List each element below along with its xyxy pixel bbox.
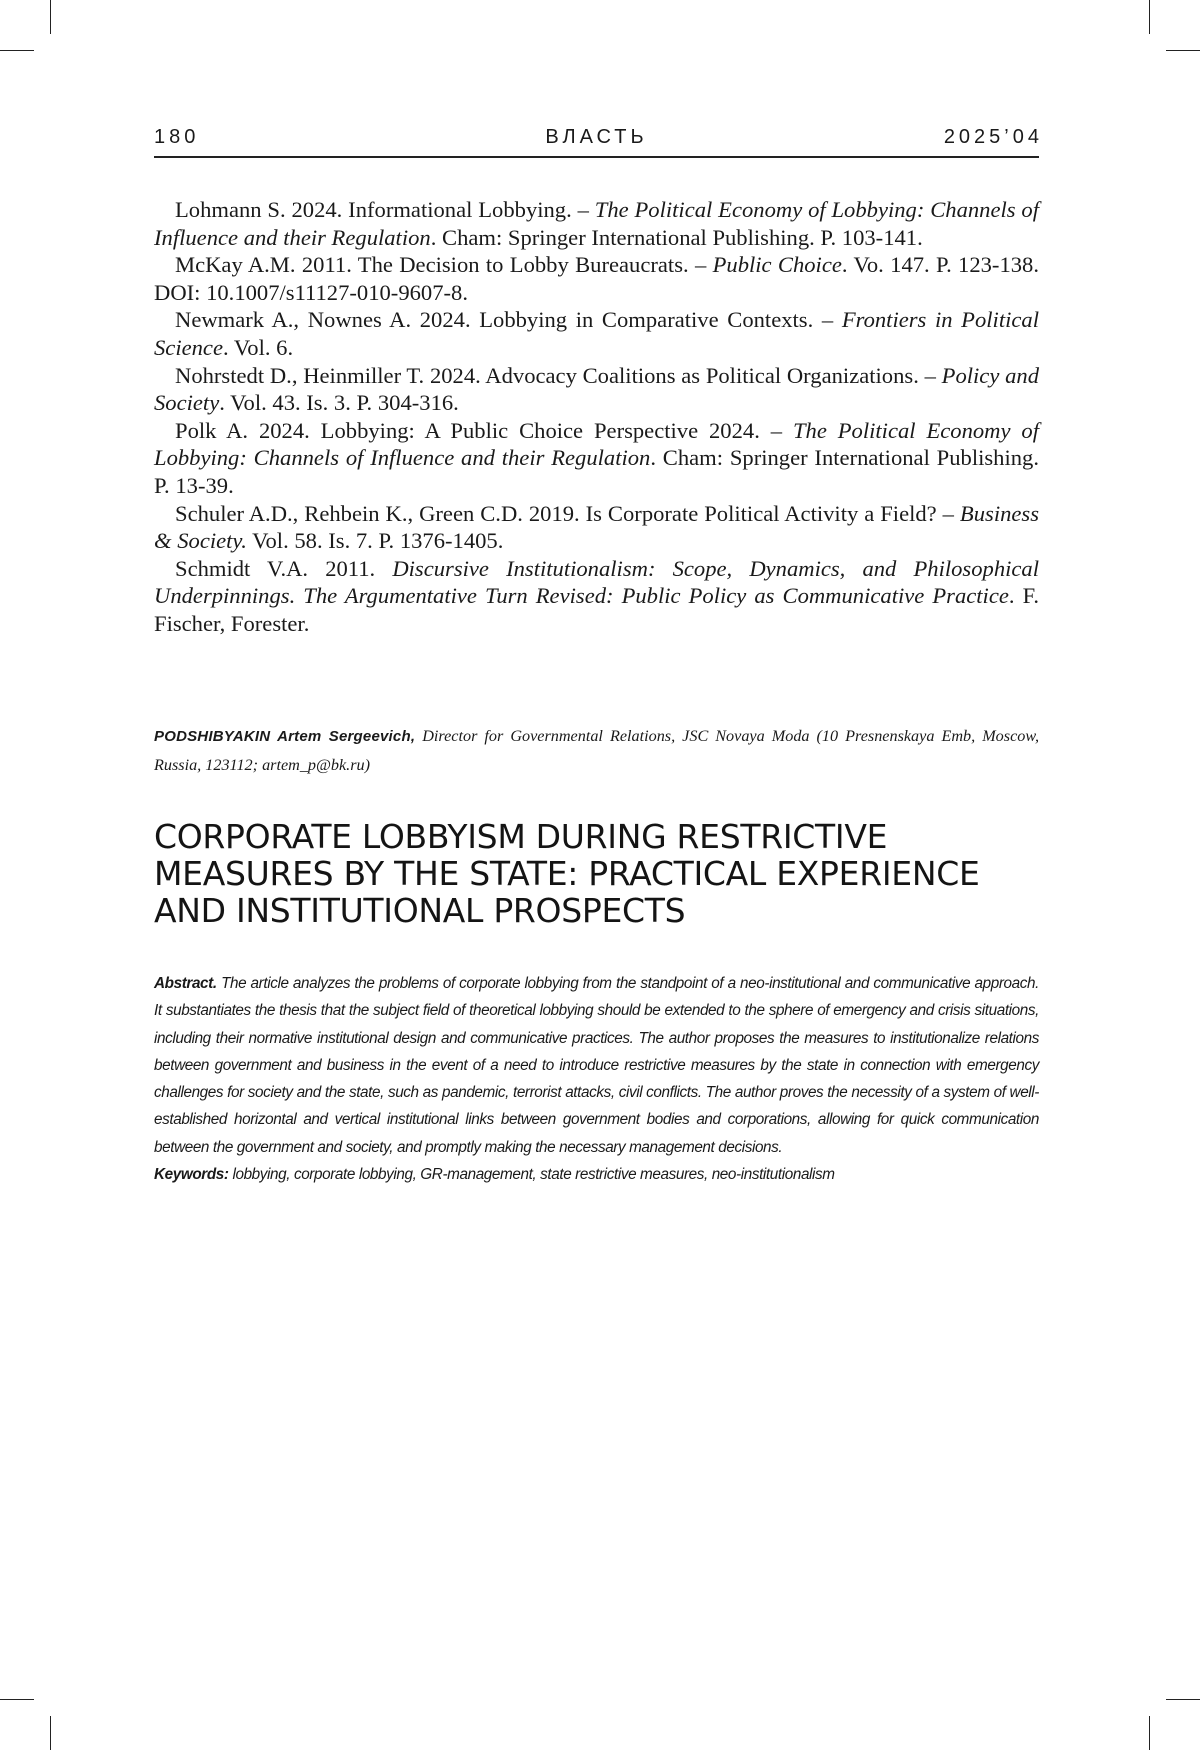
author-name: PODSHIBYAKIN Artem Sergeevich, (154, 728, 415, 745)
reference-item (154, 417, 1039, 500)
keywords-label: Keywords: (154, 1166, 229, 1183)
reference-authors: Newmark A., Nownes A. 2024. Lobbying in Comparative Contexts. – (175, 307, 833, 332)
reference-details: . Vo. 147. P. 123-138. DOI: 10.1007/s11127-010-9607-8. (154, 252, 1039, 305)
reference-source: The Political Economy of Lobbying: Channels of Influence and their Regulation (154, 197, 1039, 250)
reference-source: Policy and Society (154, 363, 1039, 416)
crop-mark (0, 1699, 34, 1700)
reference-source: Business & Society. (154, 501, 1039, 554)
reference-authors: Nohrstedt D., Heinmiller T. 2024. Advocacy Coalitions as Political Organizations. – (175, 363, 936, 388)
crop-mark (1166, 50, 1200, 51)
journal-title: ВЛАСТЬ (154, 126, 1039, 149)
reference-item (154, 306, 1039, 361)
crop-mark (1166, 1699, 1200, 1700)
reference-details: Vol. 58. Is. 7. P. 1376-1405. (247, 528, 504, 553)
page-number: 180 (154, 126, 199, 149)
abstract-paragraph (154, 970, 1039, 1161)
reference-details: . Cham: Springer International Publishing. P. 103-141. (431, 225, 923, 250)
crop-mark (50, 1716, 51, 1750)
reference-item (154, 251, 1039, 306)
reference-authors: Polk A. 2024. Lobbying: A Public Choice Perspective 2024. – (175, 418, 782, 443)
keywords-text: lobbying, corporate lobbying, GR-management, state restrictive measures, neo-institutionalism (232, 1166, 834, 1183)
crop-mark (1149, 0, 1150, 34)
reference-list (154, 196, 1039, 638)
reference-authors: Schuler A.D., Rehbein K., Green C.D. 2019. Is Corporate Political Activity a Field? – (175, 501, 954, 526)
crop-mark (1149, 1716, 1150, 1750)
author-info (154, 722, 1039, 780)
author-affiliation: Director for Governmental Relations, JSC Novaya Moda (10 Presnenskaya Emb, Moscow, Russia, 123112; artem_p@bk.ru) (154, 727, 1039, 774)
reference-item (154, 555, 1039, 638)
reference-authors: Schmidt V.A. 2011. (175, 556, 375, 581)
reference-details: . Cham: Springer International Publishing. P. 13-39. (154, 445, 1039, 498)
reference-details: . F. Fischer, Forester. (154, 583, 1039, 636)
reference-source: Discursive Institutionalism: Scope, Dynamics, and Philosophical Underpinnings. The Argumentative Turn Revised: Public Policy as Communicative Practice (154, 556, 1039, 609)
reference-authors: Lohmann S. 2024. Informational Lobbying. – (175, 197, 589, 222)
reference-details: . Vol. 6. (223, 335, 293, 360)
reference-item (154, 196, 1039, 251)
reference-item (154, 500, 1039, 555)
reference-details: . Vol. 43. Is. 3. P. 304-316. (219, 390, 459, 415)
reference-authors: McKay A.M. 2011. The Decision to Lobby Bureaucrats. – (175, 252, 706, 277)
keywords-paragraph (154, 1161, 1039, 1188)
running-header (154, 126, 1039, 158)
abstract-block (154, 970, 1039, 1188)
crop-mark (50, 0, 51, 34)
reference-source: Frontiers in Political Science (154, 307, 1039, 360)
abstract-text: The article analyzes the problems of corporate lobbying from the standpoint of a neo-institutional and communicative approach. It substantiates the thesis that the subject field of theoretical lobbying should be extended to the sphere of emergency and crisis situations, including their normative institutional design and communicative practices. The author proposes the measures to institutionalize relations between government and business in the event of a need to introduce restrictive measures by the state in connection with emergency challenges for society and the state, such as pandemic, terrorist attacks, civil conflicts. The author proves the necessity of a system of well-established horizontal and vertical institutional links between government bodies and corporations, allowing for quick communication between the government and society, and promptly making the necessary management decisions. (154, 975, 1039, 1156)
reference-source: Public Choice (713, 252, 842, 277)
abstract-label: Abstract. (154, 975, 217, 992)
issue-number: 2025’04 (944, 126, 1043, 149)
crop-mark (0, 50, 34, 51)
article-title: CORPORATE LOBBYISM DURING RESTRICTIVE MEASURES BY THE STATE: PRACTICAL EXPERIENCE AND INSTITUTIONAL PROSPECTS (154, 818, 1039, 929)
reference-source: The Political Economy of Lobbying: Channels of Influence and their Regulation (154, 418, 1039, 471)
reference-item (154, 362, 1039, 417)
